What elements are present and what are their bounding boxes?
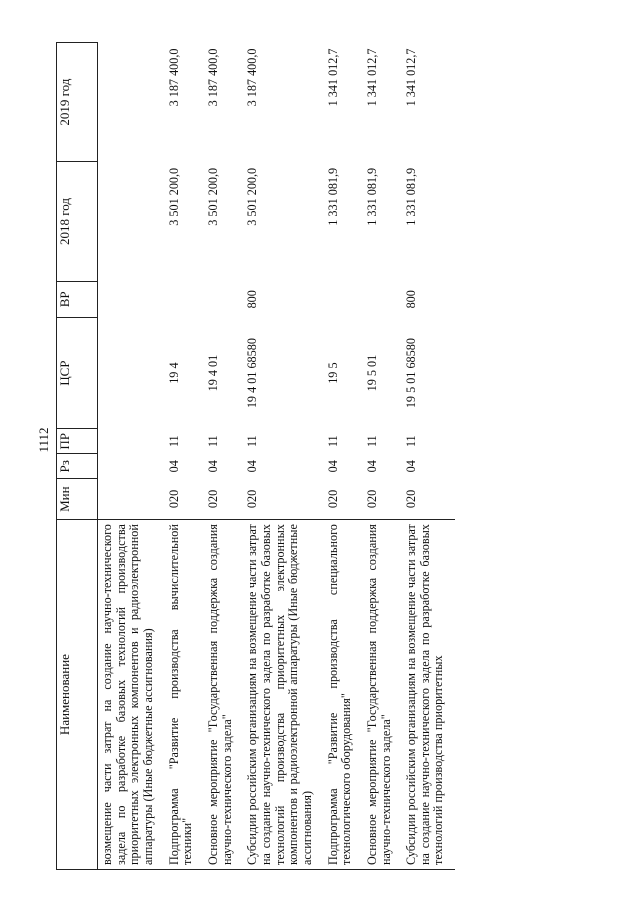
row-rz: 04 — [404, 460, 419, 473]
row-name: Субсидии российским организациям на возмещение части затрат на создание научно-технического задела по разработке базовых технологий производства приоритетных электронных компонентов и радиоэлектронной аппаратуры (Иные бюджетные ассигнования) — [243, 520, 323, 870]
row-2019 — [98, 43, 165, 162]
row-vr: 800 — [404, 290, 419, 309]
row-name: Субсидии российским организациям на возмещение части затрат на создание научно-технического задела по разработке базовых технологий производства приоритетных — [402, 520, 455, 870]
rotated-table-container — [56, 42, 598, 870]
row-2018: 1 331 081,9 — [325, 167, 340, 226]
header-2018: 2018 год — [57, 162, 98, 281]
row-vr — [204, 281, 243, 317]
row-name: Подпрограмма "Развитие производства вычислительной техники" — [165, 520, 204, 870]
row-rz: 04 — [166, 460, 181, 473]
row-min: 020 — [404, 489, 419, 509]
row-rz — [98, 454, 165, 479]
page-number: 1112 — [36, 427, 51, 453]
row-csr: 19 5 01 68580 — [404, 338, 419, 409]
row-csr: 19 4 — [166, 362, 181, 384]
table-row — [324, 43, 363, 870]
header-vr: ВР — [57, 281, 98, 317]
row-name: Подпрограмма "Развитие производства специального технологического оборудования" — [324, 520, 363, 870]
row-2018: 1 331 081,9 — [404, 167, 419, 226]
row-min: 020 — [166, 489, 181, 509]
table-row — [243, 43, 323, 870]
row-pr: 11 — [245, 435, 260, 448]
row-min: 020 — [325, 489, 340, 509]
row-vr — [324, 281, 363, 317]
table-row — [204, 43, 243, 870]
header-rz: Рз — [57, 454, 98, 479]
row-rz: 04 — [245, 460, 260, 473]
row-2019: 3 187 400,0 — [205, 48, 220, 107]
row-csr: 19 5 01 — [364, 354, 379, 392]
table-header-row — [57, 43, 98, 870]
row-2018: 3 501 200,0 — [205, 167, 220, 226]
row-csr: 19 4 01 — [205, 354, 220, 392]
table-row — [363, 43, 402, 870]
row-2018: 3 501 200,0 — [245, 167, 260, 226]
table-row — [402, 43, 455, 870]
row-min: 020 — [364, 489, 379, 509]
row-csr: 19 5 — [325, 362, 340, 384]
row-2019: 1 341 012,7 — [404, 48, 419, 107]
header-name: Наименование — [57, 520, 98, 870]
row-name: возмещение части затрат на создание научно-технического задела по разработке базовых технологий производства приоритетных электронных компонентов и радиоэлектронной аппаратуры (Иные бюджетные ассигнования) — [98, 520, 165, 870]
row-pr — [98, 429, 165, 454]
row-rz: 04 — [205, 460, 220, 473]
row-pr: 11 — [166, 435, 181, 448]
budget-table — [56, 42, 455, 870]
row-vr — [98, 281, 165, 317]
row-pr: 11 — [205, 435, 220, 448]
header-csr: ЦСР — [57, 317, 98, 428]
row-pr: 11 — [325, 435, 340, 448]
row-vr — [165, 281, 204, 317]
table-row — [98, 43, 165, 870]
header-2019: 2019 год — [57, 43, 98, 162]
header-pr: ПР — [57, 429, 98, 454]
row-2019: 1 341 012,7 — [325, 48, 340, 107]
row-name: Основное мероприятие "Государственная поддержка создания научно-технического задела" — [363, 520, 402, 870]
row-min: 020 — [205, 489, 220, 509]
row-min — [98, 479, 165, 520]
row-2018 — [98, 162, 165, 281]
row-pr: 11 — [404, 435, 419, 448]
row-pr: 11 — [364, 435, 379, 448]
row-2019: 1 341 012,7 — [364, 48, 379, 107]
row-csr — [98, 317, 165, 428]
table-row — [165, 43, 204, 870]
row-2019: 3 187 400,0 — [166, 48, 181, 107]
row-2019: 3 187 400,0 — [245, 48, 260, 107]
row-min: 020 — [245, 489, 260, 509]
row-vr: 800 — [245, 290, 260, 309]
row-2018: 1 331 081,9 — [364, 167, 379, 226]
row-vr — [363, 281, 402, 317]
header-min: Мин — [57, 479, 98, 520]
row-2018: 3 501 200,0 — [166, 167, 181, 226]
row-csr: 19 4 01 68580 — [245, 338, 260, 409]
row-rz: 04 — [364, 460, 379, 473]
row-rz: 04 — [325, 460, 340, 473]
row-name: Основное мероприятие "Государственная поддержка создания научно-технического задела" — [204, 520, 243, 870]
